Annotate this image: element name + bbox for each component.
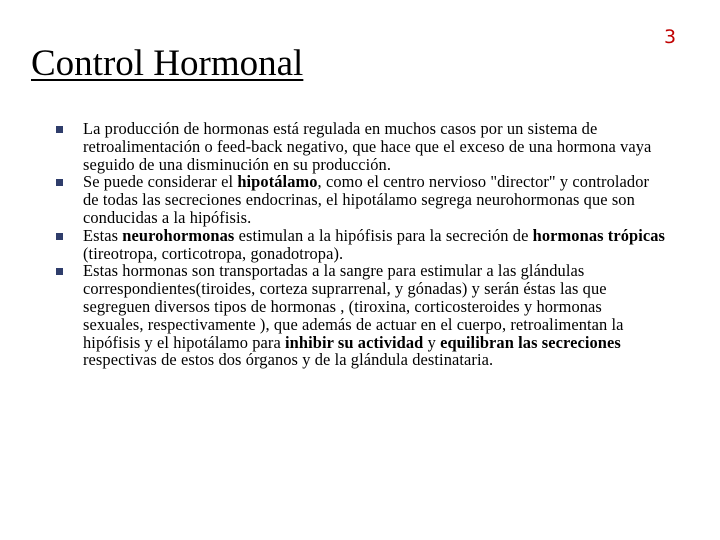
bold-term: hipotálamo [237,172,318,192]
bold-term: hormonas trópicas [532,225,666,245]
text-segment: (tireotropa, corticotropa, gonadotropa). [83,243,344,263]
text-segment: Estas [83,225,123,245]
square-bullet-icon [56,179,63,186]
bold-term: neurohormonas [122,225,235,245]
text-segment: respectivas de estos dos órganos y de la glándula destinataria. [83,350,494,370]
bullet-item [56,120,666,173]
bullet-text [83,119,651,174]
square-bullet-icon [56,233,63,240]
bullet-text [83,261,624,369]
bullet-text [83,226,665,263]
bullet-text [83,172,649,227]
text-segment: estimulan a la hipófisis para la secreción de [234,225,533,245]
text-segment: , como el centro nervioso "director" y controlador de todas las secreciones endocrinas, el hipotálamo segrega neurohormonas que son conducidas a la hipófisis. [83,172,650,227]
bullet-item [56,173,666,226]
bullet-list [56,120,666,369]
text-segment: Se puede considerar el [83,172,238,192]
text-segment: Estas hormonas son transportadas a la sangre para estimular a las glándulas correspondientes(tiroides, corteza suprarrenal, y gónadas) y serán éstas las que segreguen diversos tipos de hormonas , (tiroxina, corticosteroides y hormonas sexuales, respectivamente ), que además de actuar en el cuerpo, retroalimentan la hipófisis y el hipotálamo para [83,261,624,352]
square-bullet-icon [56,126,63,133]
square-bullet-icon [56,268,63,275]
bold-term: inhibir su actividad [285,332,424,352]
bullet-item [56,262,666,369]
slide-title: Control Hormonal [31,43,304,84]
text-segment: y [423,332,441,352]
page-number: 3 [664,26,677,48]
text-segment: La producción de hormonas está regulada en muchos casos por un sistema de retroalimentación o feed-back negativo, que hace que el exceso de una hormona vaya seguido de una disminución en su producción. [83,119,652,174]
bullet-item [56,227,666,263]
bold-term: equilibran las secreciones [440,332,621,352]
